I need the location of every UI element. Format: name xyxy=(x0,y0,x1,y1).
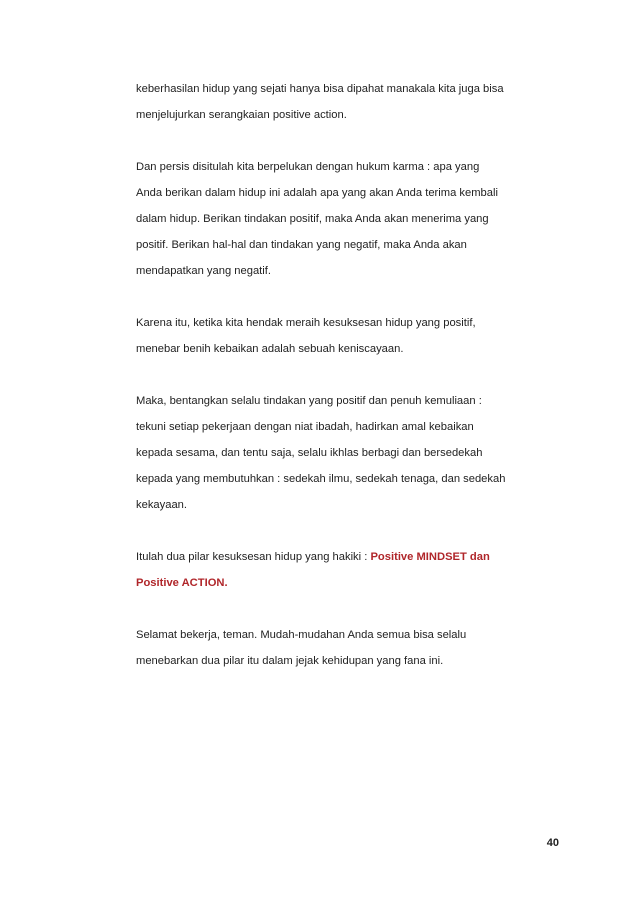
text-line: tekuni setiap pekerjaan dengan niat ibadah, hadirkan amal kebaikan xyxy=(136,421,474,433)
text-line: menebar benih kebaikan adalah sebuah keniscayaan. xyxy=(136,343,404,355)
document-body xyxy=(136,76,566,700)
text-line: mendapatkan yang negatif. xyxy=(136,265,271,277)
text-line: Karena itu, ketika kita hendak meraih kesuksesan hidup yang positif, xyxy=(136,317,476,329)
text-line: menebarkan dua pilar itu dalam jejak kehidupan yang fana ini. xyxy=(136,655,444,667)
text-line: Dan persis disitulah kita berpelukan dengan hukum karma : apa yang xyxy=(136,161,480,173)
paragraph-3 xyxy=(136,310,566,362)
text-line: kekayaan. xyxy=(136,499,187,511)
paragraph-5-key-message xyxy=(136,544,566,596)
text-line: positif. Berikan hal-hal dan tindakan yang negatif, maka Anda akan xyxy=(136,239,467,251)
highlight-positive-action: Positive ACTION. xyxy=(136,577,228,589)
text-line: kepada yang membutuhkan : sedekah ilmu, sedekah tenaga, dan sedekah xyxy=(136,473,506,485)
highlight-positive-mindset: Positive MINDSET dan xyxy=(370,551,490,563)
page-number: 40 xyxy=(546,837,559,849)
paragraph-4 xyxy=(136,388,566,518)
text-line: Maka, bentangkan selalu tindakan yang positif dan penuh kemuliaan : xyxy=(136,395,482,407)
text-line: menjelujurkan serangkaian positive action. xyxy=(136,109,347,121)
key-message-line xyxy=(136,544,566,570)
text-line: keberhasilan hidup yang sejati hanya bisa dipahat manakala kita juga bisa xyxy=(136,83,504,95)
paragraph-2 xyxy=(136,154,566,284)
text-line: dalam hidup. Berikan tindakan positif, maka Anda akan menerima yang xyxy=(136,213,489,225)
text-line: Selamat bekerja, teman. Mudah-mudahan Anda semua bisa selalu xyxy=(136,629,467,641)
paragraph-1 xyxy=(136,76,566,128)
key-message-line xyxy=(136,570,566,596)
text-line: kepada sesama, dan tentu saja, selalu ikhlas berbagi dan bersedekah xyxy=(136,447,483,459)
text-line: Anda berikan dalam hidup ini adalah apa yang akan Anda terima kembali xyxy=(136,187,498,199)
key-message-intro: Itulah dua pilar kesuksesan hidup yang hakiki : xyxy=(136,551,371,563)
paragraph-6 xyxy=(136,622,566,674)
